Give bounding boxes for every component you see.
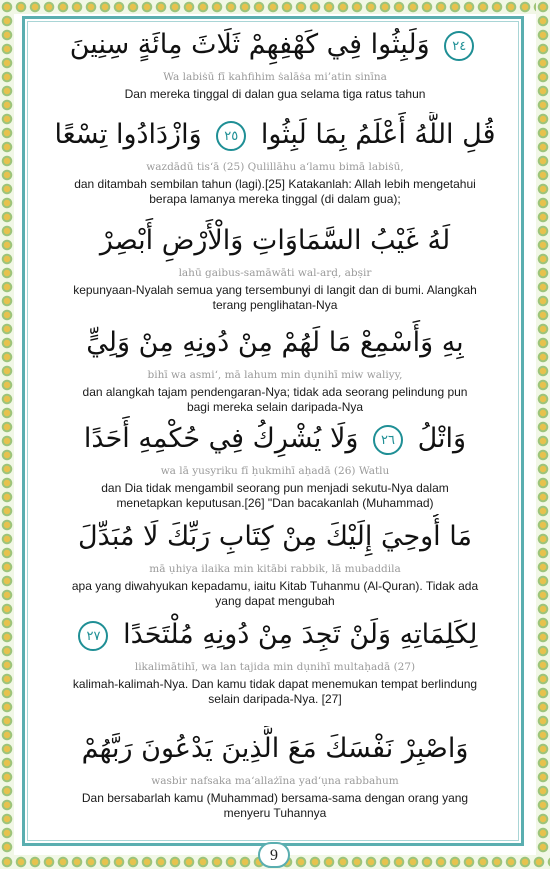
translation: apa yang diwahyukan kepadamu, iaitu Kitab Tuhanmu (Al-Quran). Tidak ada yang dapat mengubah	[71, 579, 479, 608]
transliteration: wasbir nafsaka ma‘allażīna yad‘ụna rabbahum	[151, 775, 399, 787]
translation: dan ditambah sembilan tahun (lagi).[25] Katakanlah: Allah lebih mengetahui berapa lamanya mereka tinggal (di dalam gua);	[74, 177, 476, 206]
transliteration: mā ụhiya ilaika min kitābi rabbik, lā mubaddila	[149, 563, 401, 575]
arabic-line	[30, 514, 520, 560]
verse-27	[30, 612, 520, 706]
ayah-number-marker: ٢٦	[373, 425, 403, 455]
arabic-text: قُلِ اللَّهُ أَعْلَمُ بِمَا لَبِثُوا	[260, 119, 496, 150]
verse-24	[30, 22, 520, 102]
verse-line-8	[30, 726, 520, 820]
floral-border-top	[0, 0, 550, 14]
translation: Dan bersabarlah kamu (Muhammad) bersama-sama dengan orang yang menyeru Tuhannya	[81, 791, 469, 820]
ayah-number-marker: ٢٥	[216, 121, 246, 151]
verse-25	[30, 112, 520, 206]
translation: dan Dia tidak mengambil seorang pun menjadi sekutu-Nya dalam menetapkan keputusan.[26] "Dan bacakanlah (Muhammad)	[101, 481, 449, 510]
arabic-text: وَلَا يُشْرِكُ فِي حُكْمِهِ أَحَدًا	[83, 423, 359, 454]
arabic-line	[30, 218, 520, 264]
transliteration: Wa labiṡū fī kahfihim ṡalāṡa mi’atin sinīna	[163, 71, 387, 83]
translation: dan alangkah tajam pendengaran-Nya; tidak ada seorang pelindung pun bagi mereka selain daripada-Nya	[82, 385, 468, 414]
transliteration: wa lā yusyriku fī ḥukmihī aḥadā (26) Watlu	[160, 465, 390, 477]
transliteration: wazdādū tis‘ā (25) Qulillāhu a‘lamu bimā labiṡū,	[146, 161, 404, 173]
transliteration: bihī wa asmi‘, mā lahum min dụnihī miw waliyy,	[147, 369, 403, 381]
verse-line-3	[30, 218, 520, 312]
arabic-text: بِهِ وَأَسْمِعْ مَا لَهُمْ مِنْ دُونِهِ مِنْ وَلِيٍّ	[86, 327, 464, 358]
verse-26	[30, 416, 520, 510]
floral-border-right	[536, 0, 550, 869]
arabic-line	[30, 112, 520, 158]
translation: kepunyaan-Nyalah semua yang tersembunyi di langit dan di bumi. Alangkah terang penglihatan-Nya	[73, 283, 477, 312]
ayah-number-marker: ٢٧	[78, 621, 108, 651]
verse-line-4	[30, 320, 520, 414]
arabic-line	[30, 22, 520, 68]
translation: Dan mereka tinggal di dalan gua selama tiga ratus tahun	[124, 87, 426, 101]
arabic-line	[30, 612, 520, 658]
page-number: 9	[258, 842, 290, 868]
arabic-text: وَازْدَادُوا تِسْعًا	[54, 119, 202, 150]
transliteration: lahū gaibus-samāwāti wal-arḍ, abṣir	[178, 267, 372, 279]
arabic-text: مَا أُوحِيَ إِلَيْكَ مِنْ كِتَابِ رَبِّكَ لَا مُبَدِّلَ	[78, 521, 472, 552]
arabic-text: وَاتْلُ	[417, 423, 467, 454]
arabic-line	[30, 726, 520, 772]
transliteration: likalimātihī, wa lan tajida min dụnihī multaḥadā (27)	[134, 661, 416, 673]
arabic-text: لِكَلِمَاتِهِ وَلَنْ تَجِدَ مِنْ دُونِهِ مُلْتَحَدًا	[123, 619, 478, 650]
verse-line-6	[30, 514, 520, 608]
translation: kalimah-kalimah-Nya. Dan kamu tidak dapat menemukan tempat berlindung selain daripada-Nya. [27]	[72, 677, 478, 706]
arabic-text: لَهُ غَيْبُ السَّمَاوَاتِ وَالْأَرْضِ أَبْصِرْ	[99, 225, 451, 256]
arabic-line	[30, 416, 520, 462]
arabic-text: وَلَبِثُوا فِي كَهْفِهِمْ ثَلَاثَ مِائَةٍ سِنِينَ	[69, 29, 430, 60]
arabic-line	[30, 320, 520, 366]
ayah-number-marker: ٢٤	[444, 31, 474, 61]
arabic-text: وَاصْبِرْ نَفْسَكَ مَعَ الَّذِينَ يَدْعُونَ رَبَّهُمْ	[81, 733, 469, 764]
floral-border-left	[0, 0, 14, 869]
